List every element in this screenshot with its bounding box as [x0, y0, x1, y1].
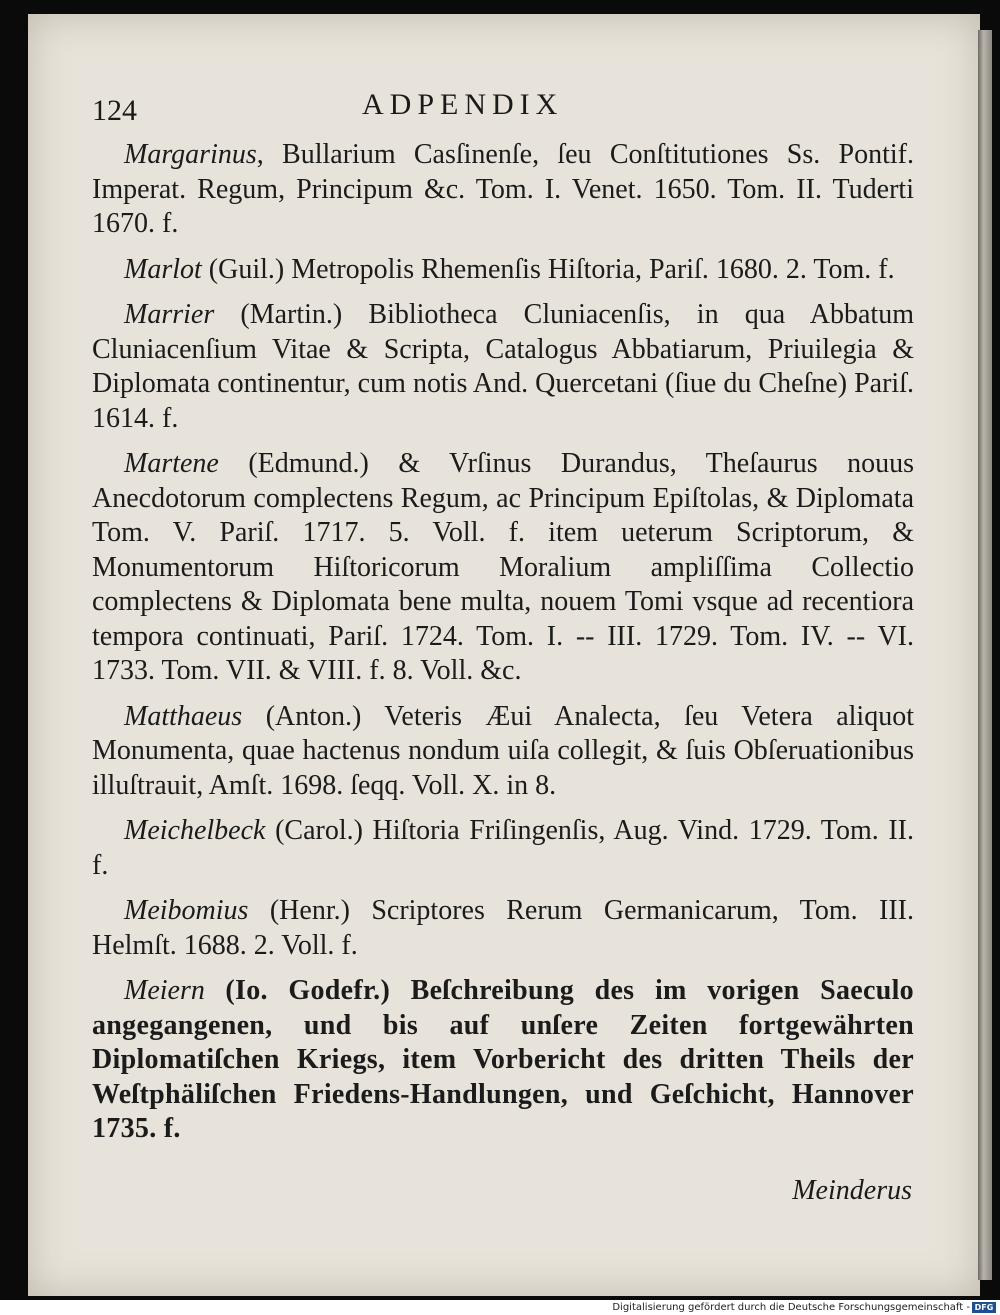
entry-text: (Edmund.) & Vrſinus Durandus, Theſaurus nouus Anecdotorum complectens Regum, ac Principum Epiſtolas, & Diplomata Tom. V. Pariſ. 1717. 5. Voll. f. item ueterum Scriptorum, & Monumentorum Hiſtoricorum Moralium ampliſſima Collectio complectens & Diplomata bene multa, nouem Tomi vsque ad recentiora tempora continuati, Pariſ. 1724. Tom. I. -- III. 1729. Tom. IV. -- VI. 1733. Tom. VII. & VIII. f. 8. Voll. &c. [92, 448, 914, 686]
entry-author: Meibomius [124, 895, 249, 926]
entry-text: (Guil.) Metropolis Rhemenſis Hiſtoria, Pariſ. 1680. 2. Tom. f. [201, 253, 895, 285]
entry-author: Meiern [124, 975, 205, 1006]
entry-author: Marrier [124, 299, 215, 330]
dfg-logo-icon: DFG [972, 1302, 996, 1313]
running-title: ADPENDIX [362, 88, 564, 121]
entry-author: Margarinus [124, 139, 257, 170]
entry-marrier [92, 298, 914, 436]
page-header [92, 88, 912, 136]
entry-martene [92, 447, 914, 689]
entry-meibomius [92, 894, 914, 963]
entry-meiern [92, 974, 914, 1147]
entry-author: Marlot [124, 253, 202, 285]
entry-text: , Bullarium Casſinenſe, ſeu Conſtitutiones Ss. Pontif. Imperat. Regum, Principum &c. Tom. I. Venet. 1650. Tom. II. Tuderti 1670. f. [92, 139, 914, 239]
entry-text: (Henr.) Scriptores Rerum Germanicarum, Tom. III. Helmſt. 1688. 2. Voll. f. [92, 895, 914, 961]
entry-text: (Carol.) Hiſtoria Friſingenſis, Aug. Vind. 1729. Tom. II. f. [92, 815, 914, 881]
entry-margarinus [92, 138, 914, 242]
entry-text: (Anton.) Veteris Æui Analecta, ſeu Vetera aliquot Monumenta, quae hactenus nondum uiſa collegit, & ſuis Obſeruationibus illuſtrauit, Amſt. 1698. ſeqq. Voll. X. in 8. [92, 700, 914, 801]
entry-matthaeus [92, 700, 914, 804]
catchword: Meinderus [792, 1175, 912, 1206]
entry-author: Meichelbeck [124, 815, 266, 846]
bibliography-entries [92, 138, 914, 1158]
entry-text: (Martin.) Bibliotheca Cluniacenſis, in qua Abbatum Cluniacenſium Vitae & Scripta, Catalogus Abbatiarum, Priuilegia & Diplomata continentur, cum notis And. Quercetani (ſiue du Cheſne) Pariſ. 1614. f. [92, 299, 914, 434]
page-edge [978, 30, 992, 1280]
page-number: 124 [92, 94, 137, 127]
entry-text: (Io. Godefr.) Beſchreibung des im vorigen Saeculo angegangenen, und bis auf unſere Zeiten fortgewährten Diplomatiſchen Kriegs, item Vorbericht des dritten Theils der Weſtphäliſchen Friedens-Handlungen, und Geſchicht, Hannover 1735. f. [92, 975, 914, 1144]
funding-credit: Digitalisierung gefördert durch die Deutsche Forschungsgemeinschaft - [612, 1302, 970, 1313]
entry-meichelbeck [92, 814, 914, 883]
entry-marlot [92, 253, 914, 288]
entry-author: Martene [124, 448, 219, 479]
entry-author: Matthaeus [124, 700, 243, 732]
